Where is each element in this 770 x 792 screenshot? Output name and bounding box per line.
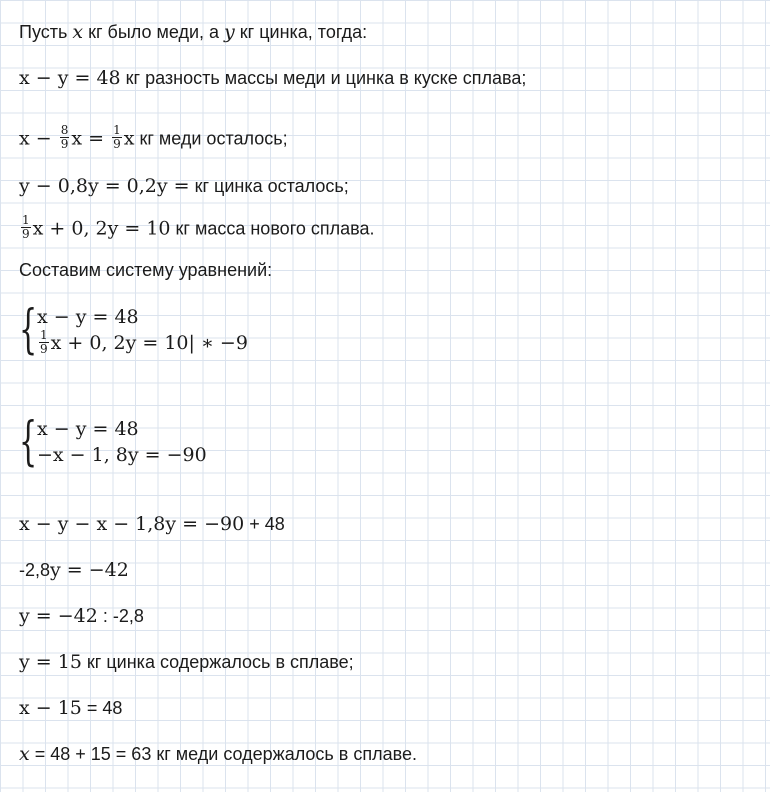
solution-page <box>19 0 759 792</box>
system-row: x − y = 48 <box>37 418 139 440</box>
equation-system-2 <box>19 412 207 472</box>
brace-icon: { <box>19 300 38 360</box>
equation-system-1 <box>19 300 248 360</box>
brace-icon: { <box>19 412 38 472</box>
fraction: $\frac{1}{9}$ <box>113 123 121 151</box>
intro-line: Пусть x кг было меди, а y кг цинка, тогда: <box>19 21 368 43</box>
copper-left-line: x − $\frac{8}{9}$ x = $\frac{1}{9}$ x кг меди осталось; <box>19 123 288 151</box>
sum-line: x − y − x − 1,8y = −90 + 48 <box>19 513 285 535</box>
zinc-left-line: y − 0,8y = 0,2y = кг цинка осталось; <box>19 175 349 197</box>
system-row: $\frac{1}{9}$ x + 0, 2y = 10| ∗ −9 <box>40 327 248 356</box>
copper-result-line: x = 48 + 15 = 63 кг меди содержалось в сплаве. <box>19 743 418 765</box>
difference-line: x − y = 48 кг разность массы меди и цинка в куске сплава; <box>19 67 527 89</box>
new-alloy-line: $\frac{1}{9}$ x + 0, 2y = 10 кг масса нового сплава. <box>22 213 375 241</box>
divide-line: y = −42 : -2,8 <box>19 605 144 627</box>
system-intro-line: Составим систему уравнений: <box>19 260 273 280</box>
copper-equation-line: x − 15 = 48 <box>19 697 123 719</box>
fraction: $\frac{8}{9}$ <box>60 123 69 151</box>
zinc-result-line: y = 15 кг цинка содержалось в сплаве; <box>19 651 354 673</box>
fraction: $\frac{1}{9}$ <box>40 327 48 356</box>
reduce-line: -2,8y = −42 <box>19 559 129 581</box>
fraction: $\frac{1}{9}$ <box>22 213 30 241</box>
system-row: x − y = 48 <box>37 306 139 328</box>
system-row: −x − 1, 8y = −90 <box>37 444 207 466</box>
